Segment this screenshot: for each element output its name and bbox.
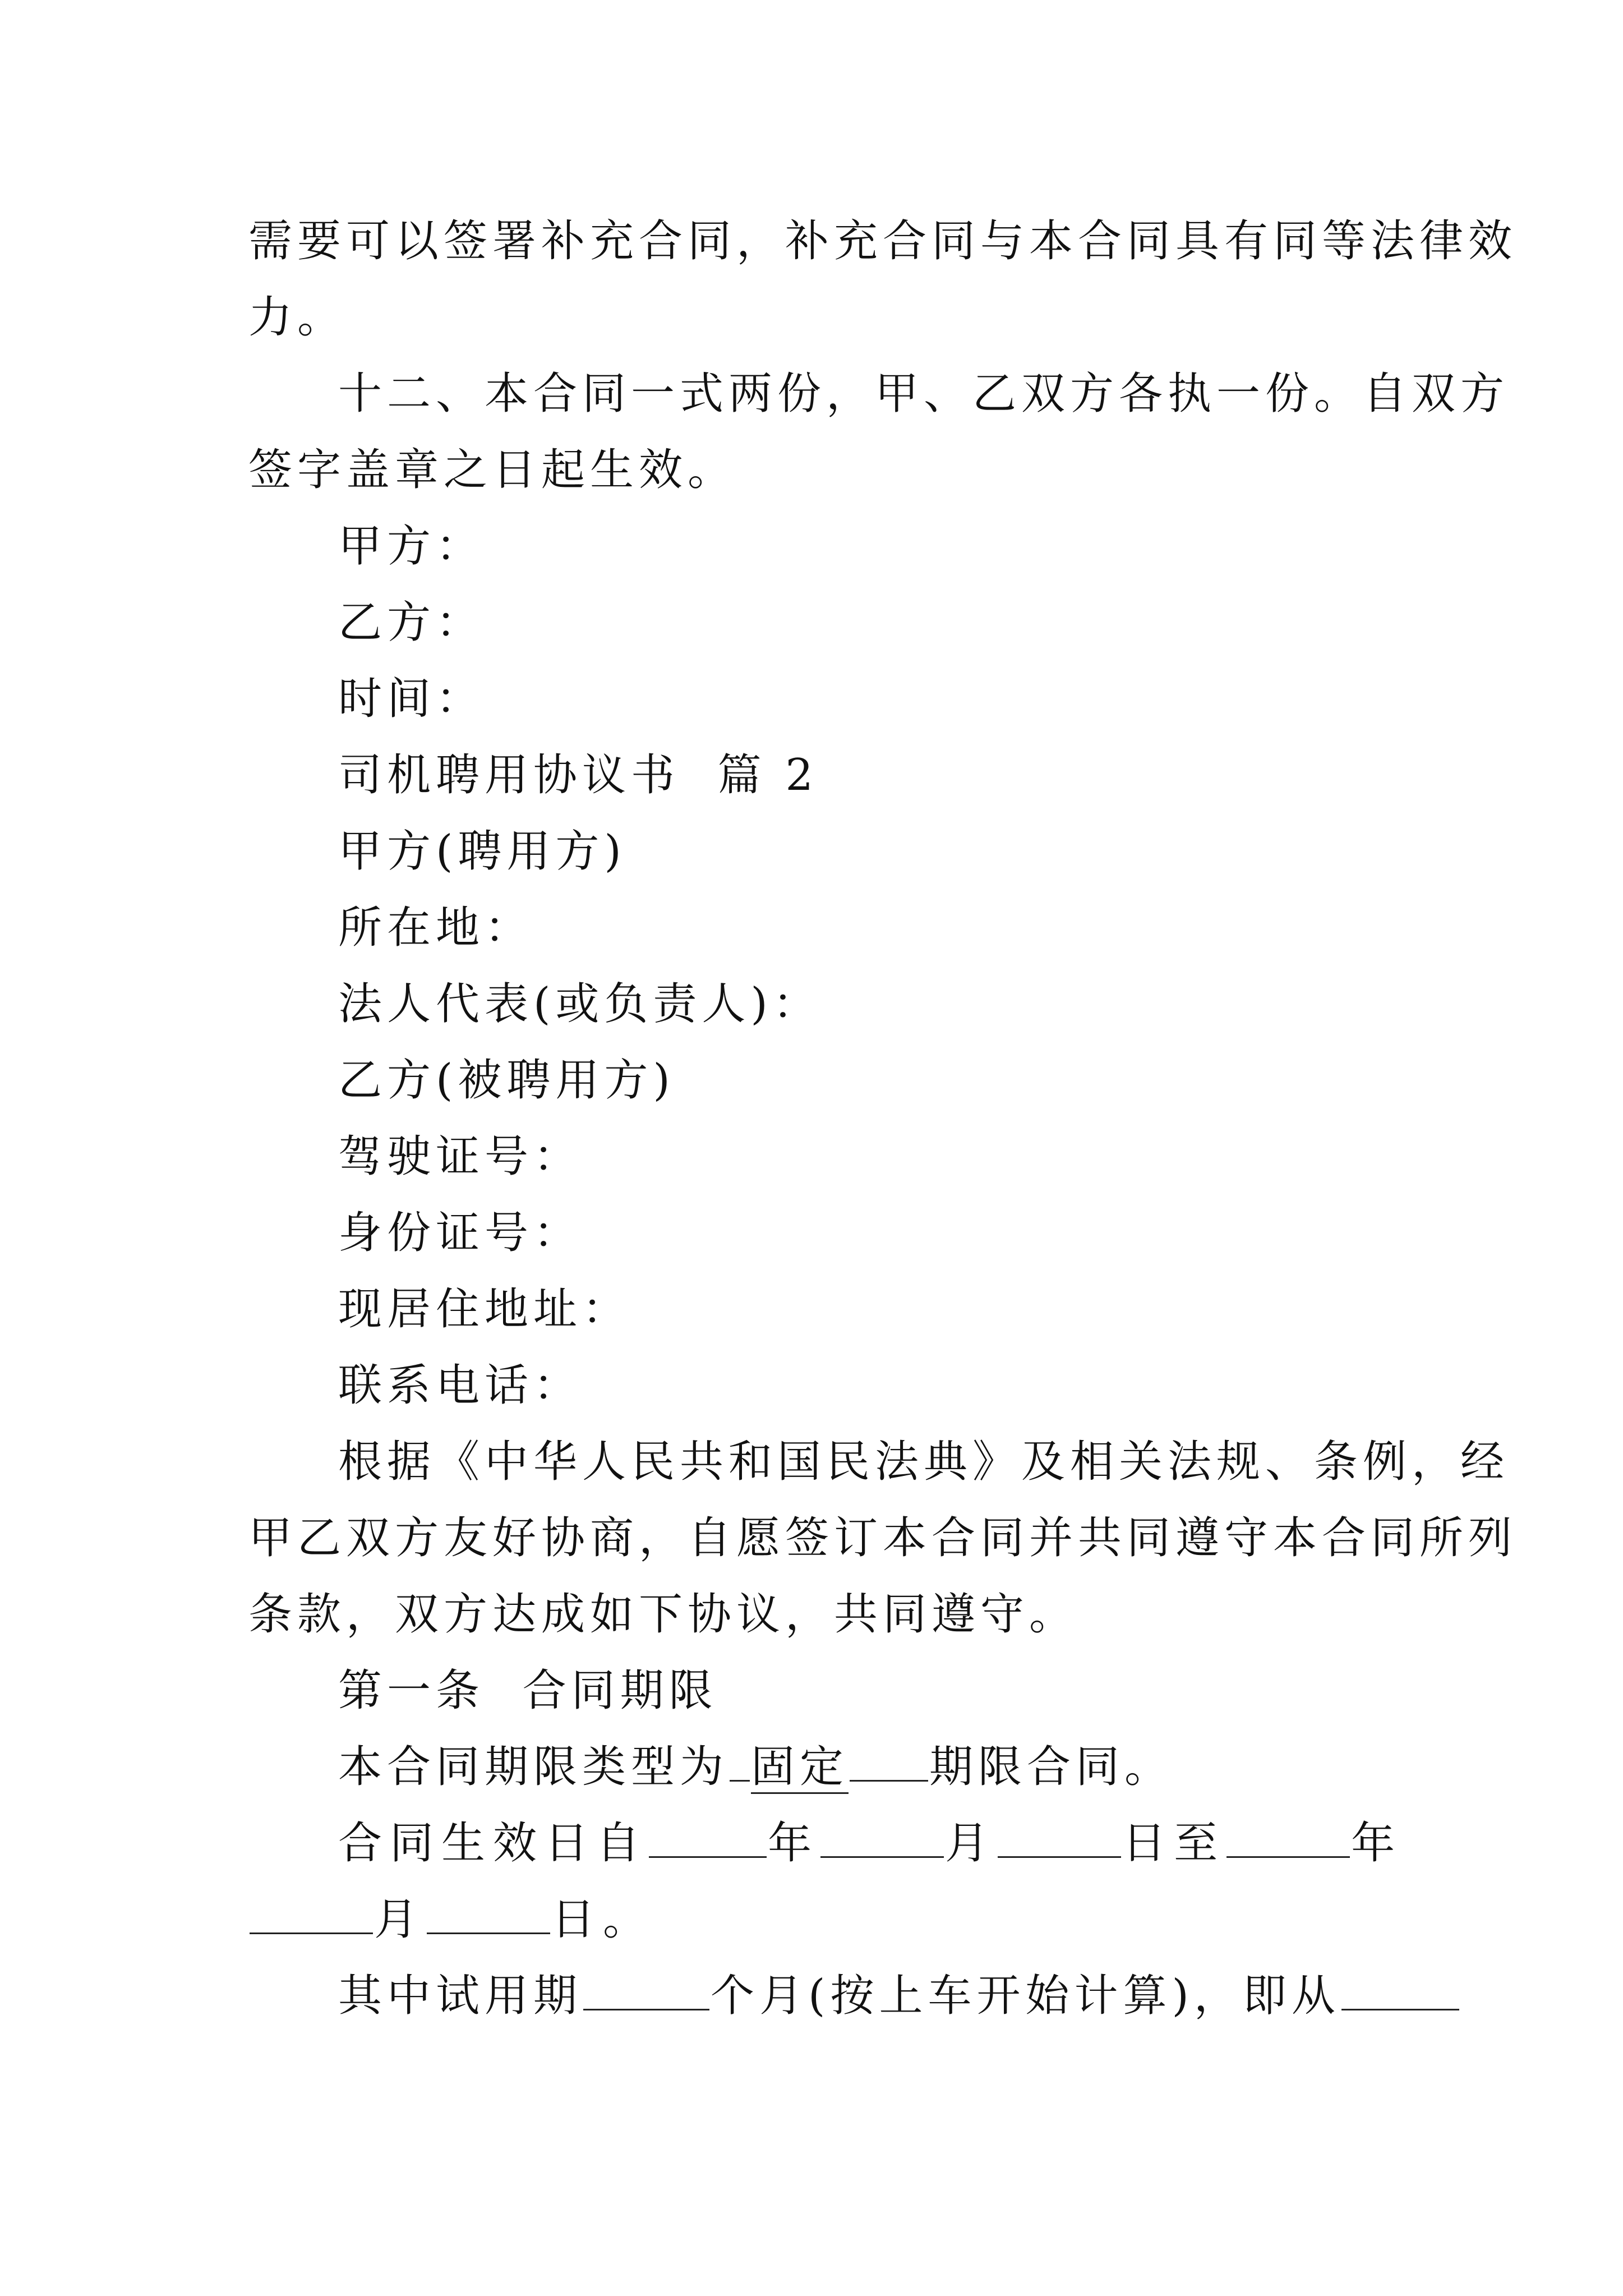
month-label: 月 bbox=[374, 1894, 426, 1945]
signature-party-a: 甲方： bbox=[338, 521, 485, 572]
effective-date-prefix: 合同生效日自 bbox=[338, 1818, 648, 1869]
employee-address: 现居住地址： bbox=[338, 1284, 631, 1335]
end-date-mark: 日。 bbox=[551, 1894, 655, 1945]
probation-suffix: 个月(按上车开始计算)，即从 bbox=[711, 1971, 1340, 2021]
effective-date-line bbox=[0, 1815, 1623, 1871]
probation-prefix: 其中试用期 bbox=[338, 1971, 583, 2021]
year-label: 年 bbox=[768, 1818, 820, 1869]
contract-type-line bbox=[0, 1739, 1623, 1795]
clause-twelve-line2: 签字盖章之日起生效。 bbox=[248, 445, 737, 495]
employer-label: 甲方(聘用方) bbox=[338, 826, 626, 877]
employee-label: 乙方(被聘用方) bbox=[338, 1055, 675, 1106]
paragraph-supplement-line2: 力。 bbox=[248, 292, 347, 343]
contract-type-prefix: 本合同期限类型为 bbox=[338, 1742, 729, 1792]
clause-twelve-line1: 十二、本合同一式两份，甲、乙双方各执一份。自双方 bbox=[338, 369, 1510, 419]
blank-underline bbox=[250, 1895, 373, 1934]
blank-underline bbox=[583, 1972, 709, 2010]
probation-line bbox=[0, 1968, 1623, 2024]
blank-underline bbox=[998, 1819, 1121, 1858]
signature-party-b: 乙方： bbox=[338, 597, 485, 648]
blank-underline bbox=[1341, 1972, 1459, 2010]
contract-type-suffix: 期限合同。 bbox=[929, 1742, 1174, 1792]
end-date-line bbox=[0, 1892, 1623, 1948]
blank-underline bbox=[1227, 1819, 1350, 1858]
blank-underline bbox=[427, 1895, 550, 1934]
employee-phone: 联系电话： bbox=[338, 1360, 583, 1411]
month-label: 月 bbox=[945, 1818, 997, 1869]
preamble-line2: 甲乙双方友好协商，自愿签订本合同并共同遵守本合同所列 bbox=[248, 1513, 1518, 1563]
signature-time: 时间： bbox=[338, 674, 485, 724]
year-label: 年 bbox=[1351, 1818, 1403, 1869]
employer-location: 所在地： bbox=[338, 903, 534, 953]
employee-id-number: 身份证号： bbox=[338, 1208, 583, 1258]
paragraph-supplement-line1: 需要可以签署补充合同，补充合同与本合同具有同等法律效 bbox=[248, 216, 1518, 266]
contract-type-value: 固定 bbox=[751, 1742, 849, 1794]
section-title: 司机聘用协议书 篇 2 bbox=[338, 750, 819, 800]
article-one-title: 第一条 合同期限 bbox=[338, 1665, 718, 1716]
preamble-line1: 根据《中华人民共和国民法典》及相关法规、条例，经 bbox=[338, 1437, 1510, 1487]
blank-underline bbox=[730, 1743, 750, 1782]
employer-legal-rep: 法人代表(或负责人)： bbox=[338, 979, 822, 1029]
blank-underline bbox=[850, 1743, 928, 1782]
employee-license: 驾驶证号： bbox=[338, 1131, 583, 1182]
blank-underline bbox=[820, 1819, 944, 1858]
blank-underline bbox=[649, 1819, 767, 1858]
to-label: 至 bbox=[1174, 1818, 1226, 1869]
day-label: 日 bbox=[1122, 1818, 1174, 1869]
preamble-line3: 条款，双方达成如下协议，共同遵守。 bbox=[248, 1589, 1078, 1640]
